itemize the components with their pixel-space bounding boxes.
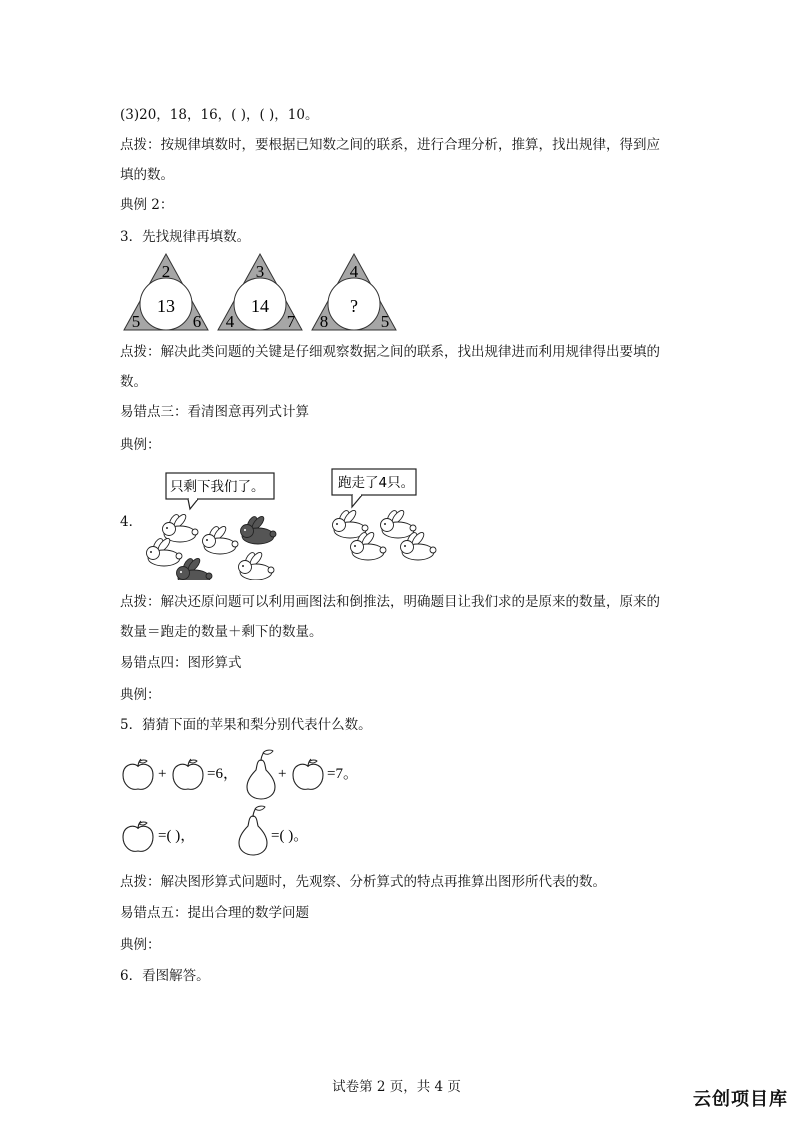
triangle-puzzle-2	[218, 254, 302, 331]
triangle-right-number: 6	[192, 312, 202, 331]
apple-icon	[123, 759, 153, 789]
hint-paragraph-1a: 点拨：按规律填数时，要根据已知数之间的联系，进行合理分析，推算，找出规律，得到应	[120, 137, 660, 153]
triangle-right-number: 5	[380, 312, 390, 331]
rabbit-icon	[239, 551, 275, 580]
answer-row	[123, 806, 308, 855]
apple-icon	[293, 759, 323, 789]
question-5-prompt: 5．猜猜下面的苹果和梨分别代表什么数。	[120, 717, 372, 733]
mistake-point-3-heading: 易错点三：看清图意再列式计算	[120, 404, 309, 420]
page-footer: 试卷第 2 页，共 4 页	[332, 1079, 461, 1095]
triangle-puzzle-3	[312, 254, 396, 331]
triangle-center-number: 13	[157, 296, 175, 316]
hint-paragraph-3a: 点拨：解决还原问题可以利用画图法和倒推法，明确题目让我们求的是原来的数量，原来的	[120, 594, 660, 610]
pear-answer-blank: =( )。	[271, 828, 309, 844]
triangle-left-number: 4	[225, 312, 235, 331]
triangle-top-number: 4	[349, 262, 359, 281]
triangle-left-number: 5	[131, 312, 141, 331]
rabbits-figure	[130, 465, 450, 580]
plus-sign: +	[158, 766, 167, 782]
hint-paragraph-2b: 数。	[120, 374, 147, 390]
mistake-point-4-heading: 易错点四：图形算式	[120, 655, 242, 671]
equation-row-1	[123, 750, 358, 799]
rabbit-icon	[177, 557, 213, 580]
bubble-right-text: 跑走了4只。	[338, 475, 415, 491]
pear-icon	[239, 806, 267, 855]
apple-answer-blank: =( )，	[158, 828, 196, 844]
triangle-puzzle-figure	[120, 250, 410, 336]
hint-paragraph-4: 点拨：解决图形算式问题时，先观察、分析算式的特点再推算出图形所代表的数。	[120, 874, 606, 890]
triangle-right-number: 7	[286, 312, 296, 331]
rabbit-icon	[203, 525, 239, 554]
equation-1-result: =6，	[207, 766, 238, 782]
triangle-top-number: 3	[255, 262, 265, 281]
example-heading-3: 典例：	[120, 437, 161, 453]
equation-2-result: =7。	[327, 766, 358, 782]
pear-icon	[247, 750, 275, 799]
apple-icon	[173, 759, 203, 789]
hint-paragraph-2a: 点拨：解决此类问题的关键是仔细观察数据之间的联系，找出规律进而利用规律得出要填的	[120, 344, 660, 360]
triangle-center-number: ?	[350, 296, 358, 316]
question-6-prompt: 6．看图解答。	[120, 968, 210, 984]
rabbit-icon	[163, 513, 199, 542]
bubble-left-text: 只剩下我们了。	[170, 479, 265, 495]
speech-bubble-right	[332, 469, 416, 507]
question-3-3-line: (3)20，18，16，( )，( )，10。	[120, 107, 319, 123]
triangle-puzzle-1	[124, 254, 208, 331]
triangle-left-number: 8	[319, 312, 329, 331]
fruit-equations-figure	[118, 748, 378, 858]
triangle-center-number: 14	[251, 296, 269, 316]
speech-bubble-left	[166, 473, 274, 509]
example-2-heading: 典例 2：	[120, 197, 174, 213]
rabbit-icon	[241, 515, 277, 544]
example-heading-4: 典例：	[120, 687, 161, 703]
mistake-point-5-heading: 易错点五：提出合理的数学问题	[120, 905, 309, 921]
triangle-top-number: 2	[161, 262, 171, 281]
watermark-logo: 云创项目库	[693, 1089, 788, 1110]
apple-icon	[123, 821, 153, 851]
question-3-prompt: 3．先找规律再填数。	[120, 229, 251, 245]
hint-paragraph-3b: 数量＝跑走的数量＋剩下的数量。	[120, 624, 323, 640]
rabbit-icon	[381, 509, 417, 538]
question-4-number: 4．	[120, 514, 143, 530]
hint-paragraph-1b: 填的数。	[120, 167, 174, 183]
example-heading-5: 典例：	[120, 937, 161, 953]
plus-sign: +	[278, 766, 287, 782]
